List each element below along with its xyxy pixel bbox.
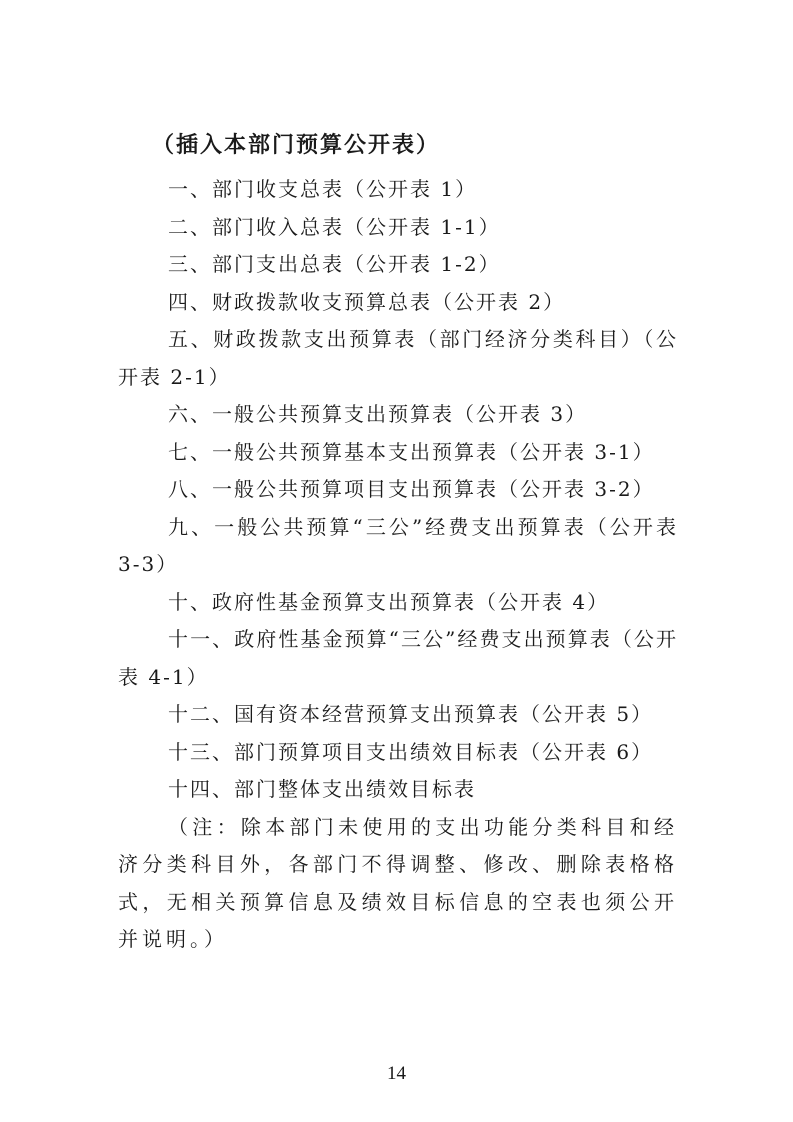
list-item-14: 十四、部门整体支出绩效目标表 bbox=[168, 777, 476, 801]
list-item-11: 十一、政府性基金预算“三公”经费支出预算表（公开表 4-1） bbox=[118, 627, 678, 689]
list-item-12: 十二、国有资本经营预算支出预算表（公开表 5） bbox=[168, 702, 654, 726]
list-item-3: 三、部门支出总表（公开表 1-2） bbox=[168, 252, 501, 276]
list-item-1: 一、部门收支总表（公开表 1） bbox=[168, 177, 478, 201]
table-list bbox=[118, 171, 678, 959]
list-item-4: 四、财政拨款收支预算总表（公开表 2） bbox=[168, 289, 566, 314]
list-item-7: 七、一般公共预算基本支出预算表（公开表 3-1） bbox=[168, 439, 655, 464]
note-paragraph: （注：除本部门未使用的支出功能分类科目和经济分类科目外，各部门不得调整、修改、删除表格格式，无相关预算信息及绩效目标信息的空表也须公开并说明。） bbox=[118, 814, 678, 951]
section-heading: （插入本部门预算公开表） bbox=[152, 133, 441, 158]
list-item-10: 十、政府性基金预算支出预算表（公开表 4） bbox=[168, 589, 610, 614]
list-item-13: 十三、部门预算项目支出绩效目标表（公开表 6） bbox=[168, 739, 654, 764]
page-number: 14 bbox=[387, 1063, 406, 1084]
list-item-9: 九、一般公共预算“三公”经费支出预算表（公开表 3-3） bbox=[118, 514, 678, 576]
list-item-8: 八、一般公共预算项目支出预算表（公开表 3-2） bbox=[168, 477, 655, 501]
list-item-6: 六、一般公共预算支出预算表（公开表 3） bbox=[168, 402, 588, 426]
list-item-5: 五、财政拨款支出预算表（部门经济分类科目）（公开表 2-1） bbox=[118, 327, 678, 389]
list-item-2: 二、部门收入总表（公开表 1-1） bbox=[168, 214, 501, 239]
